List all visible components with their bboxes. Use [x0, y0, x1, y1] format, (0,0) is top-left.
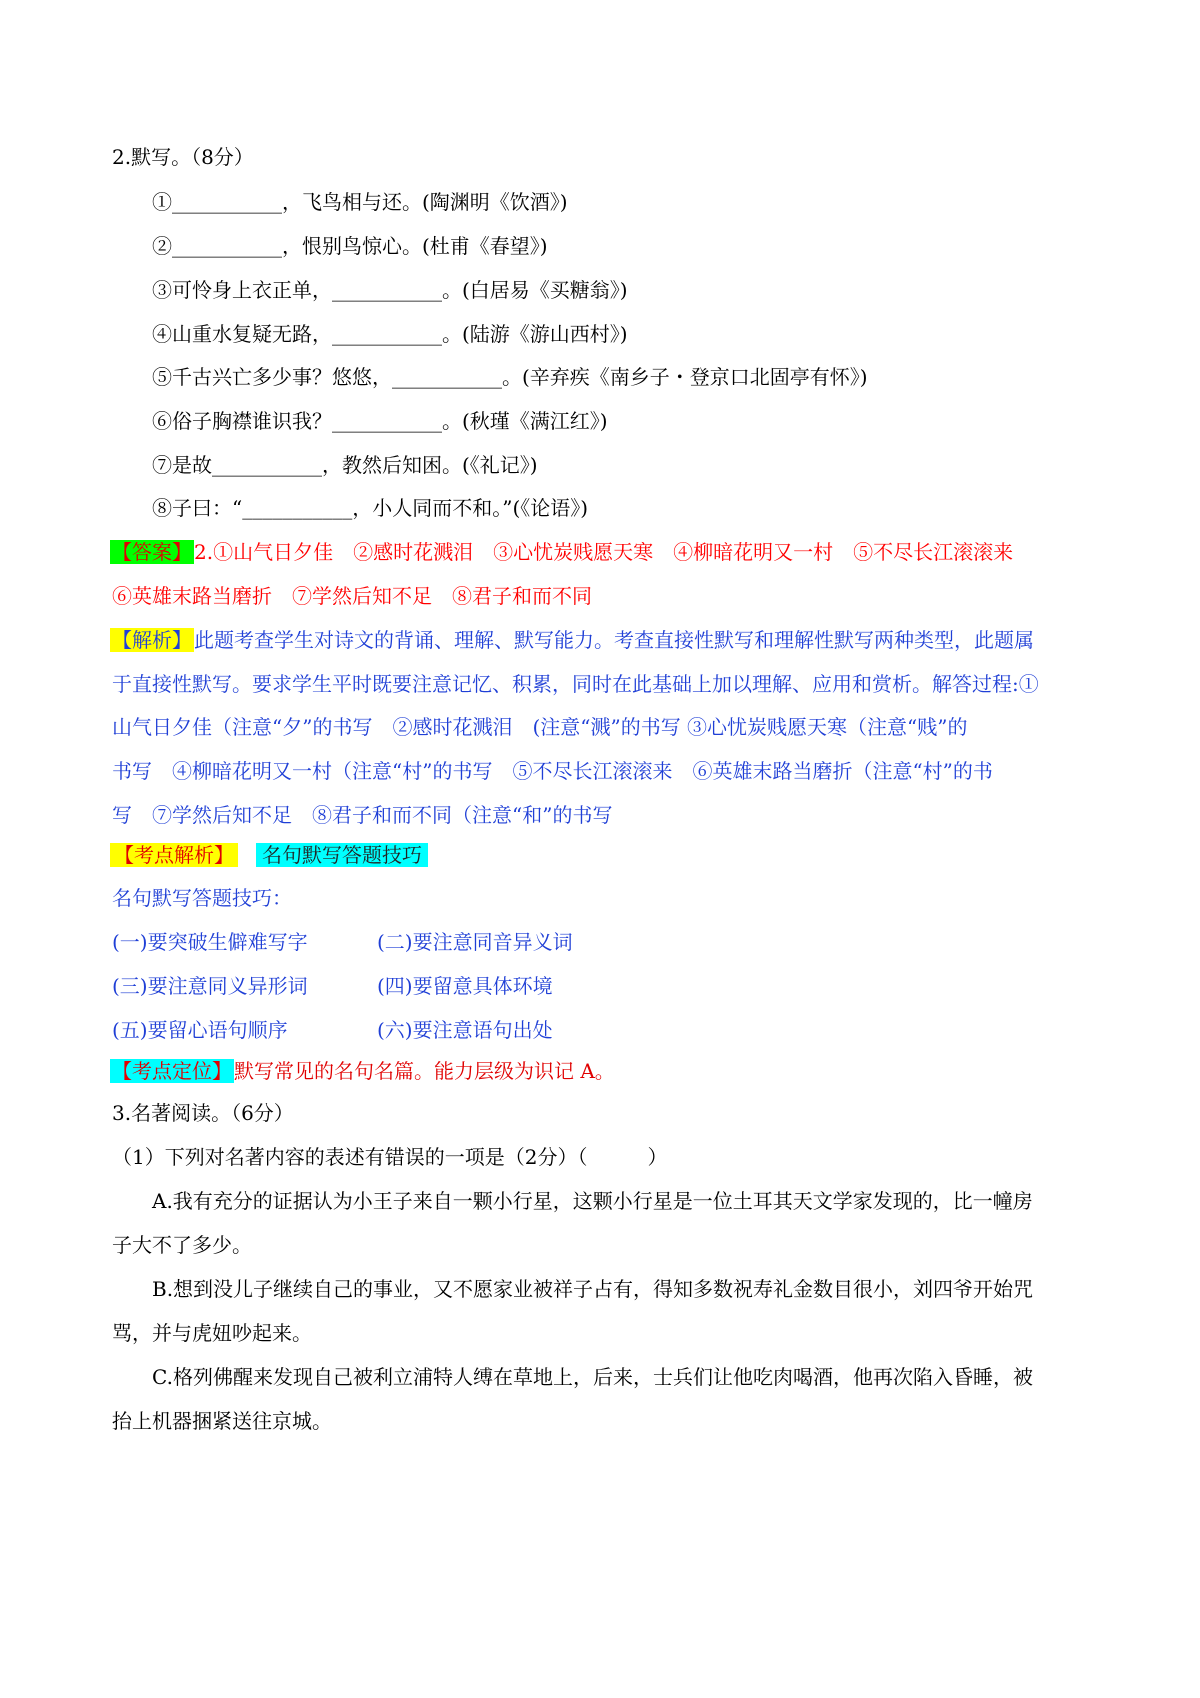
q3-optA-2: 子大不了多少。: [112, 1233, 252, 1257]
analysis-line-4: 书写 ④柳暗花明又一村（注意“村”的书写 ⑤不尽长江滚滚来 ⑥英雄末路当磨折（注意“村”的书: [112, 759, 993, 783]
q3-optB-1: B.想到没儿子继续自己的事业，又不愿家业被祥子占有，得知多数祝寿礼金数目很小，刘四爷开始咒: [152, 1277, 1034, 1301]
q2-item-7: ⑦是故___________，教然后知困。(《礼记》): [152, 453, 538, 477]
q2-item-2: ②___________，恨别鸟惊心。(杜甫《春望》): [152, 234, 548, 258]
q2-item-8: ⑧子曰：“___________，小人同而不和。”(《论语》): [152, 496, 589, 520]
q2-item-4: ④山重水复疑无路，___________。(陆游《游山西村》): [152, 322, 628, 346]
q2-title: 2.默写。（8分）: [112, 145, 254, 169]
analysis-line-3: 山气日夕佳（注意“夕”的书写 ②感时花溅泪 (注意“溅”的书写 ③心忧炭贱愿天寒（注意“贱”的: [112, 715, 968, 739]
q3-optC-1: C.格列佛醒来发现自己被利立浦特人缚在草地上，后来，士兵们让他吃肉喝酒，他再次陷入昏睡，被: [152, 1365, 1033, 1389]
answer-text-1: 2.①山气日夕佳 ②感时花溅泪 ③心忧炭贱愿天寒 ④柳暗花明又一村 ⑤不尽长江滚滚来: [194, 540, 1014, 564]
q3-optC-2: 抬上机器捆紧送往京城。: [112, 1409, 332, 1433]
answer-line-2: ⑥英雄末路当磨折 ⑦学然后知不足 ⑧君子和而不同: [112, 584, 592, 608]
tip-6: (六)要注意语句出处: [377, 1018, 553, 1042]
kaodian-header: [110, 840, 428, 870]
analysis-line-1: [110, 625, 1034, 655]
analysis-line-2: 于直接性默写。要求学生平时既要注意记忆、积累，同时在此基础上加以理解、应用和赏析。解答过程:①: [112, 672, 1039, 696]
q3-optA-1: A.我有充分的证据认为小王子来自一颗小行星，这颗小行星是一位土耳其天文学家发现的，比一幢房: [152, 1189, 1033, 1213]
analysis-tag: 【解析】: [112, 628, 192, 652]
position-line: [110, 1056, 615, 1086]
q3-sub1: （1）下列对名著内容的表述有错误的一项是（2分）（ ）: [112, 1145, 668, 1169]
tip-3: (三)要注意同义异形词: [112, 974, 308, 998]
q2-item-3: ③可怜身上衣正单，___________。(白居易《买糖翁》): [152, 278, 628, 302]
kaodian-tag: 【考点解析】: [110, 843, 238, 867]
q2-item-6: ⑥俗子胸襟谁识我？___________。(秋瑾《满江红》): [152, 409, 608, 433]
tip-1: (一)要突破生僻难写字: [112, 930, 308, 954]
answer-line-1: [110, 537, 1013, 567]
answer-tag: 【答案】: [112, 540, 192, 564]
tip-4: (四)要留意具体环境: [377, 974, 553, 998]
tip-2: (二)要注意同音异义词: [377, 930, 573, 954]
q2-item-5: ⑤千古兴亡多少事？悠悠，___________。(辛弃疾《南乡子・登京口北固亭有怀》): [152, 365, 868, 389]
q3-title: 3.名著阅读。（6分）: [112, 1101, 294, 1125]
tip-5: (五)要留心语句顺序: [112, 1018, 288, 1042]
kaodian-intro: 名句默写答题技巧：: [112, 886, 292, 910]
position-tag: 【考点定位】: [112, 1059, 232, 1083]
kaodian-title: 名句默写答题技巧: [256, 843, 428, 867]
q3-optB-2: 骂，并与虎妞吵起来。: [112, 1321, 312, 1345]
position-text: 默写常见的名句名篇。能力层级为识记 A。: [234, 1059, 615, 1083]
q2-item-1: ①___________，飞鸟相与还。(陶渊明《饮酒》): [152, 190, 568, 214]
analysis-text-1: 此题考查学生对诗文的背诵、理解、默写能力。考查直接性默写和理解性默写两种类型，此题属: [194, 628, 1034, 652]
analysis-line-5: 写 ⑦学然后知不足 ⑧君子和而不同（注意“和”的书写: [112, 803, 613, 827]
